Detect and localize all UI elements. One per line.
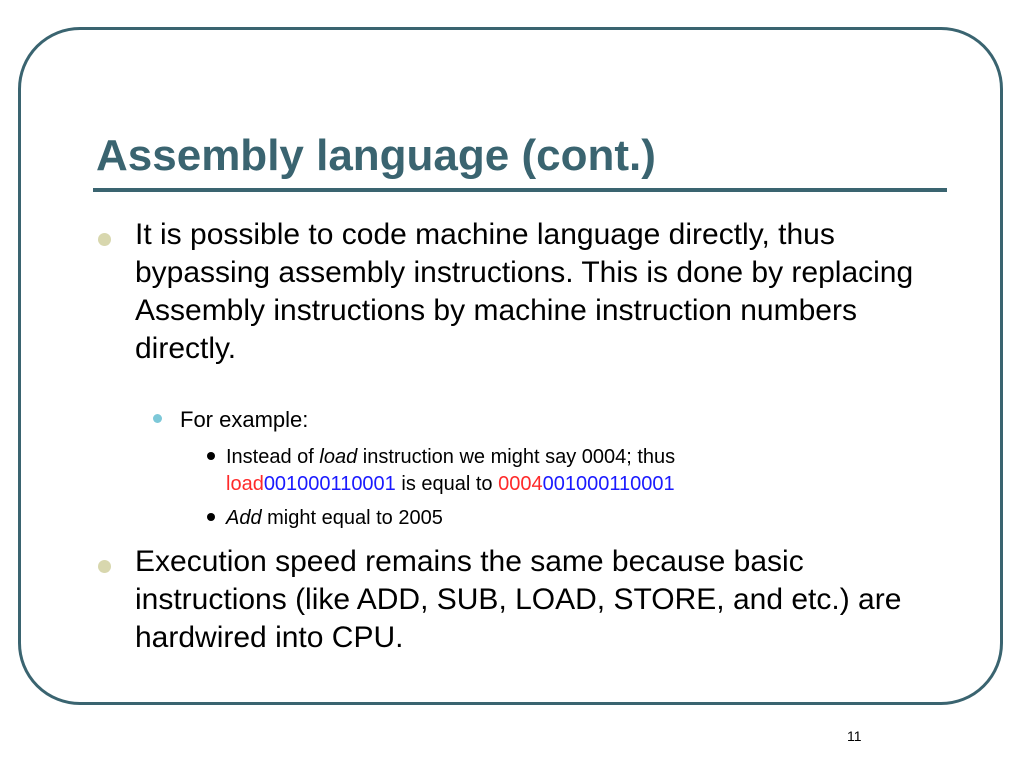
bullet-dot-2 [98,560,111,573]
item1-blue-bits-1: 001000110001 [263,473,396,495]
sub-bullet-dot [153,414,162,423]
page-number: 11 [847,728,862,744]
bullet-1-text: It is possible to code machine language directly, thus bypassing assembly instructions. This is done by replacing Assembly instructions by machine instruction numbers directly. [135,218,914,365]
item1-equal-text: is equal to [395,473,499,495]
item2-add-word: Add [226,507,262,529]
item1-blue-bits-2: 001000110001 [542,473,675,495]
sub-sub-bullet-dot-1 [207,452,215,460]
item2-rest: might equal to 2005 [261,507,443,529]
sub-sub-bullet-dot-2 [207,513,215,521]
sub-bullet-for-example: For example: [180,407,309,432]
item1-prefix: Instead of [226,446,320,468]
item1-red-load: load [226,473,264,495]
item1-load-word: load [319,446,358,468]
sub-sub-bullet-2 [226,505,906,532]
bullet-dot-1 [98,233,111,246]
title-underline [93,188,947,192]
sub-sub-bullet-1 [226,444,906,498]
item1-middle: instruction we might say 0004; thus [357,446,676,468]
bullet-2-text: Execution speed remains the same because basic instructions (like ADD, SUB, LOAD, STORE, and etc.) are hardwired into CPU. [135,545,902,654]
slide-title: Assembly language (cont.) [96,131,656,180]
item1-red-code: 0004 [498,473,543,495]
